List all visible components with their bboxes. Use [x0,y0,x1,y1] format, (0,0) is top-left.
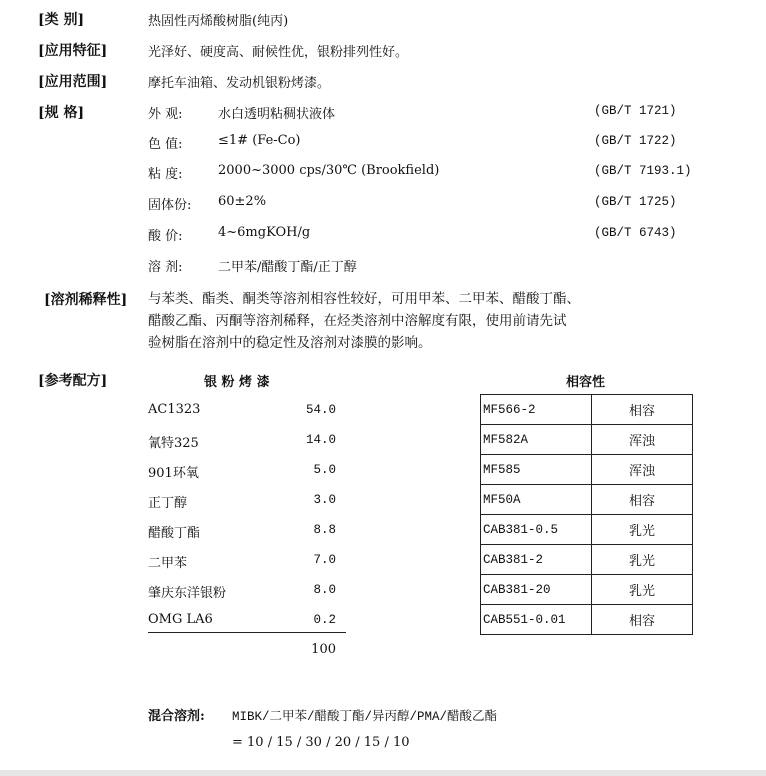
mixed-solvent-ratio: = 10 / 15 / 30 / 20 / 15 / 10 [232,735,410,750]
compatibility-title: 相容性 [566,375,606,390]
dilution-line: 与苯类、酯类、酮类等溶剂相容性较好，可用甲苯、二甲苯、醋酸丁酯、 [148,291,580,307]
spec-standard: (GB/T 7193.1) [594,164,692,178]
compat-result: 乳光 [592,515,693,545]
formula-item-amount: 14.0 [305,433,336,447]
formula-item-name: 正丁醇 [148,496,188,511]
compat-result: 浑浊 [592,425,693,455]
category-label: [类 别] [38,12,85,28]
spec-value: ≤1# (Fe-Co) [218,133,301,148]
spec-value: 60±2% [218,194,267,209]
formula-item-amount: 8.8 [313,523,336,537]
formula-item-amount: 3.0 [313,493,336,507]
dilution-label: [溶剂稀释性] [44,292,128,308]
category-value: 热固性丙烯酸树脂(纯丙) [148,14,289,29]
formula-label: [参考配方] [38,373,108,389]
formula-item-name: 醋酸丁酯 [148,526,201,541]
formula-item-name: OMG LA6 [148,612,213,627]
compat-result: 相容 [592,605,693,635]
compat-result: 相容 [592,485,693,515]
resin-name: CAB381-0.5 [481,515,592,545]
resin-name: CAB551-0.01 [481,605,592,635]
formula-title: 银 粉 烤 漆 [204,375,270,390]
features-label: [应用特征] [38,43,108,59]
table-row [481,395,693,425]
formula-item-name: 二甲苯 [148,556,188,571]
formula-item-amount: 7.0 [313,553,336,567]
formula-total-rule [148,632,346,633]
formula-total: 100 [311,642,336,657]
table-row [481,425,693,455]
resin-name: MF582A [481,425,592,455]
spec-standard: (GB/T 6743) [594,226,677,240]
table-row [481,455,693,485]
resin-name: CAB381-20 [481,575,592,605]
spec-name: 固体份: [148,198,192,213]
spec-value: 2000~3000 cps/30℃ (Brookfield) [218,163,440,178]
spec-name: 溶 剂: [148,260,183,275]
formula-item-amount: 5.0 [313,463,336,477]
features-value: 光泽好、硬度高、耐候性优，银粉排列性好。 [148,45,409,60]
mixed-solvent-label: 混合溶剂: [148,709,205,724]
spec-name: 外 观: [148,107,183,122]
dilution-line: 验树脂在溶剂中的稳定性及溶剂对漆膜的影响。 [148,335,432,351]
spec-value: 4~6mgKOH/g [218,225,311,240]
table-row [481,605,693,635]
compatibility-table [480,394,693,635]
formula-item-name: 肇庆东洋银粉 [148,586,227,601]
spec-standard: (GB/T 1725) [594,195,677,209]
formula-item-amount: 0.2 [313,613,336,627]
resin-name: MF50A [481,485,592,515]
formula-item-amount: 54.0 [305,403,336,417]
table-row [481,515,693,545]
formula-item-name: 氰特325 [148,436,199,451]
applications-label: [应用范围] [38,74,108,90]
resin-name: CAB381-2 [481,545,592,575]
spec-name: 粘 度: [148,167,183,182]
spec-standard: (GB/T 1722) [594,134,677,148]
spec-value: 水白透明粘稠状液体 [218,107,336,122]
mixed-solvent-value: MIBK/二甲苯/醋酸丁酯/异丙醇/PMA/醋酸乙酯 [232,710,498,724]
table-row [481,545,693,575]
specs-label: [规 格] [38,105,85,121]
compat-result: 浑浊 [592,455,693,485]
page-bottom-edge [0,770,766,776]
table-row [481,485,693,515]
compat-result: 相容 [592,395,693,425]
applications-value: 摩托车油箱、发动机银粉烤漆。 [148,76,331,91]
compat-result: 乳光 [592,575,693,605]
formula-item-name: 901环氧 [148,466,199,481]
formula-item-amount: 8.0 [313,583,336,597]
spec-name: 酸 价: [148,229,183,244]
resin-name: MF585 [481,455,592,485]
spec-standard: (GB/T 1721) [594,104,677,118]
spec-value: 二甲苯/醋酸丁酯/正丁醇 [218,260,357,275]
compat-result: 乳光 [592,545,693,575]
dilution-line: 醋酸乙酯、丙酮等溶剂稀释，在烃类溶剂中溶解度有限，使用前请先试 [148,313,567,329]
dilution-paragraph [148,288,708,354]
formula-item-name: AC1323 [148,402,201,417]
spec-name: 色 值: [148,137,183,152]
resin-name: MF566-2 [481,395,592,425]
table-row [481,575,693,605]
